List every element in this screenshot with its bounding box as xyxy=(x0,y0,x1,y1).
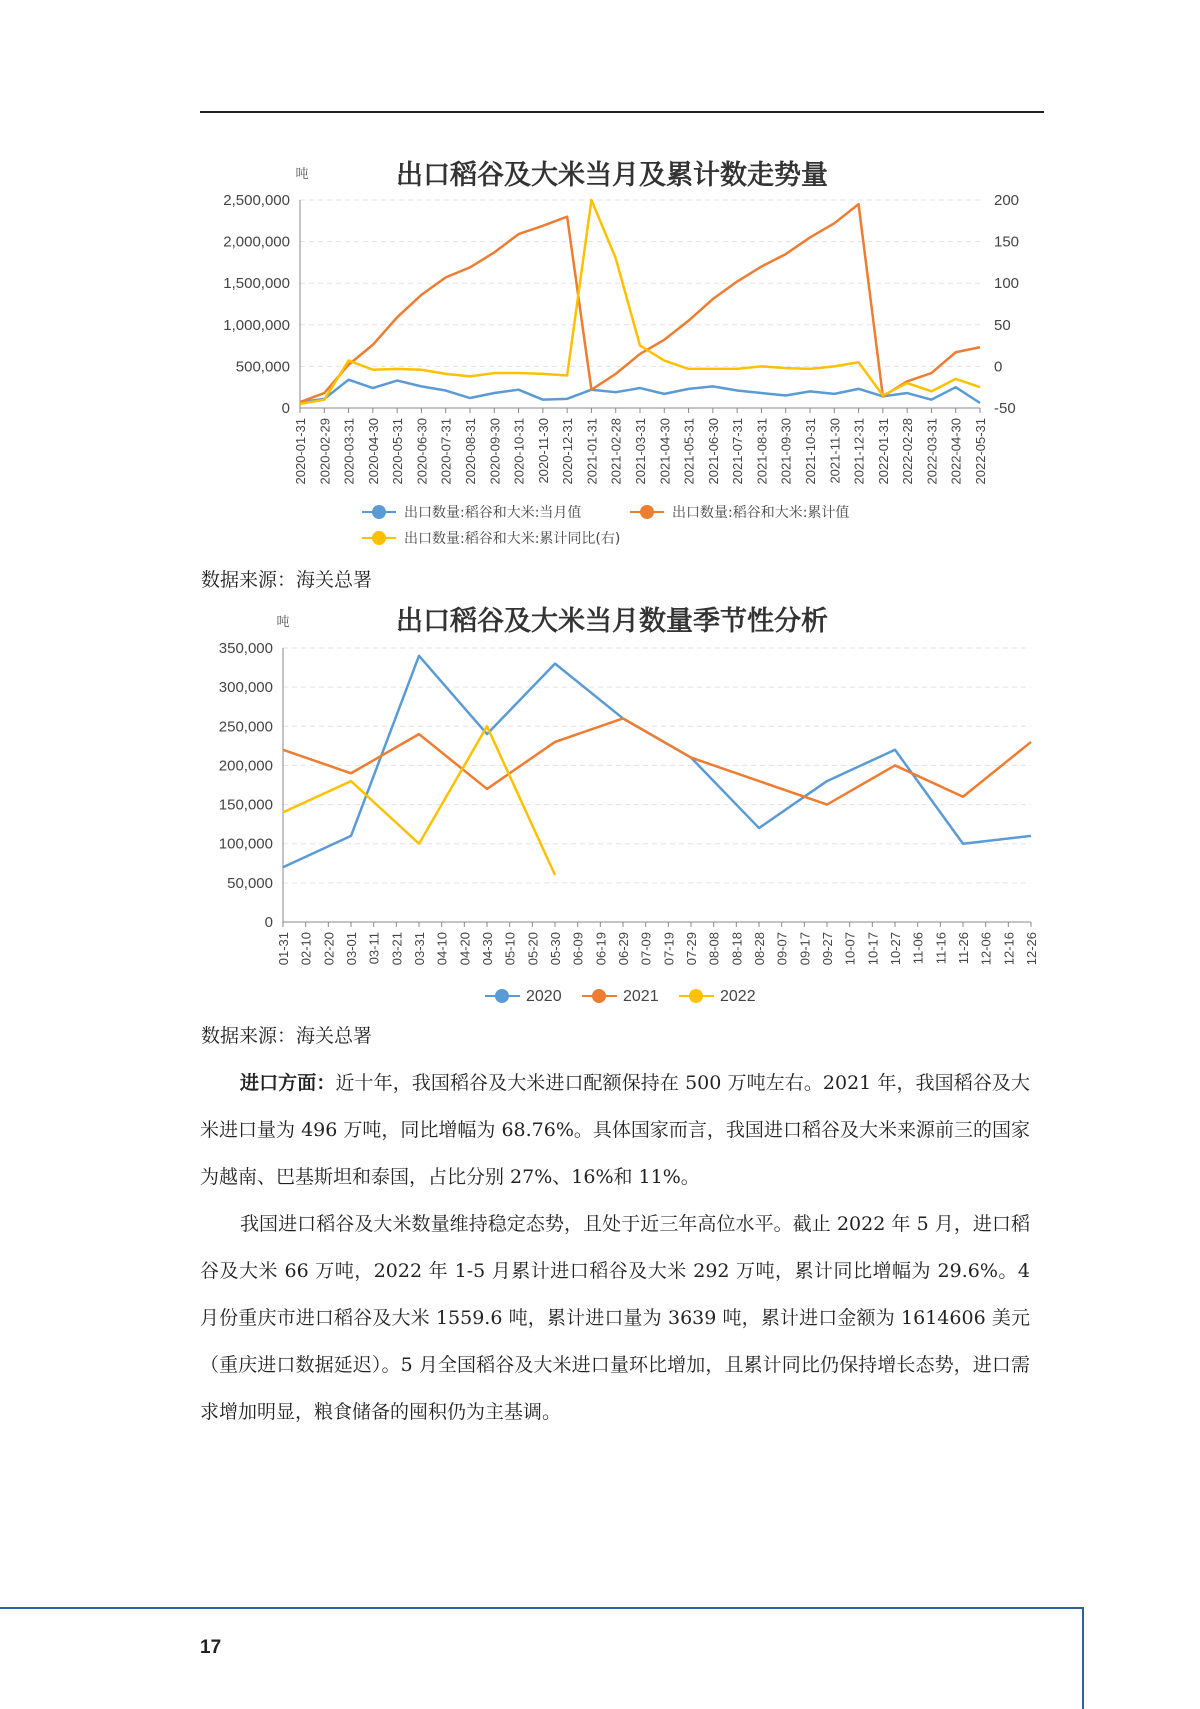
x-tick-label: 2022-02-28 xyxy=(900,418,916,485)
y-tick-label: 150,000 xyxy=(218,796,273,814)
chart2-title: 出口稻谷及大米当月数量季节性分析 xyxy=(396,606,828,637)
data-point xyxy=(589,198,593,202)
x-tick-label: 07-29 xyxy=(684,932,699,966)
data-point xyxy=(541,398,545,402)
data-point xyxy=(541,372,545,376)
y2-tick-label: -50 xyxy=(994,400,1016,417)
series-line-0 xyxy=(300,380,980,403)
paragraph-import xyxy=(200,1060,1030,1201)
y2-tick-label: 0 xyxy=(994,358,1003,376)
series-line-1 xyxy=(300,204,980,402)
x-tick-label: 12-06 xyxy=(978,932,994,966)
paragraph-import-text: 近十年，我国稻谷及大米进口配额保持在 500 万吨左右。2021 年，我国稻谷及大米进口量为 496 万吨，同比增幅为 68.76%。具体国家而言，我国进口稻谷及大米来源前三的国家为越南、巴基斯坦和泰国，占比分别 27%、16%和 11%。 xyxy=(200,1072,1030,1188)
series-line-2 xyxy=(283,726,555,875)
paragraph-heading: 进口方面： xyxy=(240,1072,336,1094)
data-point xyxy=(589,388,593,392)
data-point xyxy=(662,392,666,396)
x-tick-label: 05-30 xyxy=(548,932,563,966)
data-point xyxy=(419,368,423,372)
x-tick-label: 07-09 xyxy=(638,932,654,966)
data-point xyxy=(468,396,472,400)
data-point xyxy=(517,371,521,375)
legend-label-yoy: 出口数量:稻谷和大米:累计同比(右) xyxy=(404,531,621,547)
data-point xyxy=(621,716,625,720)
x-tick-label: 2020-01-31 xyxy=(293,418,308,485)
x-tick-label: 02-10 xyxy=(298,932,314,966)
chart1-title: 出口稻谷及大米当月及累计数走势量 xyxy=(396,160,828,191)
x-tick-label: 2020-07-31 xyxy=(438,418,454,485)
legend-label-2021: 2021 xyxy=(623,988,659,1005)
x-tick-label: 12-26 xyxy=(1024,932,1039,966)
data-point xyxy=(541,224,545,228)
x-tick-label: 03-01 xyxy=(344,932,359,966)
x-tick-label: 2020-03-31 xyxy=(341,418,357,485)
data-point xyxy=(349,834,353,838)
data-point xyxy=(517,232,521,236)
data-point xyxy=(687,387,691,391)
data-point xyxy=(565,374,569,378)
data-point xyxy=(662,338,666,342)
y-tick-label: 0 xyxy=(264,914,273,931)
data-point xyxy=(711,297,715,301)
data-point xyxy=(395,367,399,371)
x-tick-label: 02-20 xyxy=(321,932,337,966)
body-text xyxy=(200,1060,1030,1436)
data-point xyxy=(492,371,496,375)
chart-export-cumulative xyxy=(0,150,1200,560)
x-tick-label: 2022-03-31 xyxy=(924,418,940,485)
x-tick-label: 2020-08-31 xyxy=(463,418,478,485)
data-point xyxy=(281,865,285,869)
data-point xyxy=(929,389,933,393)
data-point xyxy=(468,265,472,269)
data-point xyxy=(485,787,489,791)
y-tick-label: 300,000 xyxy=(218,679,273,697)
data-point xyxy=(419,293,423,297)
series-line-1 xyxy=(283,718,1031,804)
data-point xyxy=(687,367,691,371)
x-tick-label: 11-26 xyxy=(956,932,971,965)
data-point xyxy=(662,359,666,363)
y-tick-label: 350,000 xyxy=(218,640,273,657)
legend-marker-2022 xyxy=(689,989,703,1003)
x-tick-label: 05-10 xyxy=(502,932,518,966)
top-rule xyxy=(200,111,1044,113)
data-point xyxy=(553,873,557,877)
data-point xyxy=(893,763,897,767)
x-tick-label: 06-19 xyxy=(593,932,609,966)
data-point xyxy=(759,391,763,395)
y-tick-label: 250,000 xyxy=(218,718,273,736)
data-point xyxy=(825,779,829,783)
data-point xyxy=(322,391,326,395)
x-tick-label: 03-21 xyxy=(389,932,405,966)
y2-tick-label: 50 xyxy=(994,316,1011,334)
x-tick-label: 2022-01-31 xyxy=(875,418,891,485)
series-line-2 xyxy=(300,200,980,404)
x-tick-label: 09-17 xyxy=(797,932,813,966)
y-tick-label: 1,000,000 xyxy=(223,316,290,334)
data-point xyxy=(978,385,982,389)
x-tick-label: 05-20 xyxy=(525,932,541,966)
data-point xyxy=(759,265,763,269)
data-point xyxy=(417,842,421,846)
data-point xyxy=(735,367,739,371)
data-point xyxy=(347,378,351,382)
y-tick-label: 1,500,000 xyxy=(223,275,290,293)
data-point xyxy=(905,381,909,385)
x-tick-label: 12-16 xyxy=(1001,932,1017,966)
legend-label-cumulative: 出口数量:稻谷和大米:累计值 xyxy=(672,505,850,521)
x-tick-label: 2020-02-29 xyxy=(317,418,333,485)
y-tick-label: 200,000 xyxy=(218,757,273,775)
y-tick-label: 2,000,000 xyxy=(223,233,290,251)
data-point xyxy=(485,724,489,728)
x-tick-label: 01-31 xyxy=(276,932,291,966)
x-tick-label: 2021-07-31 xyxy=(730,418,746,485)
data-point xyxy=(857,202,861,206)
data-point xyxy=(614,372,618,376)
data-point xyxy=(444,372,448,376)
data-point xyxy=(614,256,618,260)
data-point xyxy=(857,387,861,391)
data-point xyxy=(468,374,472,378)
x-tick-label: 2020-06-30 xyxy=(414,418,430,485)
data-point xyxy=(689,756,693,760)
data-point xyxy=(485,732,489,736)
legend-label-2020: 2020 xyxy=(526,988,562,1005)
legend-marker-cumulative xyxy=(640,505,654,519)
data-point xyxy=(419,384,423,388)
data-point xyxy=(808,367,812,371)
x-tick-label: 11-16 xyxy=(933,932,949,965)
x-tick-label: 10-27 xyxy=(888,932,903,966)
data-point xyxy=(298,402,302,406)
x-tick-label: 2021-10-31 xyxy=(803,418,818,485)
data-point xyxy=(371,343,375,347)
x-tick-label: 09-27 xyxy=(820,932,835,966)
x-tick-label: 2021-09-30 xyxy=(778,418,794,485)
data-point xyxy=(371,368,375,372)
x-tick-label: 06-29 xyxy=(616,932,631,966)
data-point xyxy=(784,252,788,256)
legend-label-monthly: 出口数量:稻谷和大米:当月值 xyxy=(404,505,582,521)
data-point xyxy=(417,732,421,736)
data-point xyxy=(954,377,958,381)
data-point xyxy=(961,795,965,799)
y-tick-label: 2,500,000 xyxy=(223,192,290,209)
data-point xyxy=(687,319,691,323)
y2-tick-label: 100 xyxy=(994,275,1020,293)
x-tick-label: 03-11 xyxy=(366,932,382,965)
data-point xyxy=(347,359,351,363)
data-point xyxy=(757,779,761,783)
footer-frame xyxy=(0,1607,1084,1709)
data-point xyxy=(349,771,353,775)
data-point xyxy=(857,360,861,364)
data-point xyxy=(553,740,557,744)
data-point xyxy=(759,364,763,368)
data-point xyxy=(978,401,982,405)
x-tick-label: 08-08 xyxy=(706,932,722,966)
x-tick-label: 2021-05-31 xyxy=(681,418,697,485)
data-point xyxy=(711,384,715,388)
x-tick-label: 2020-10-31 xyxy=(511,418,527,485)
x-tick-label: 2021-06-30 xyxy=(705,418,721,485)
data-point xyxy=(395,379,399,383)
x-tick-label: 2021-12-31 xyxy=(851,418,867,485)
data-point xyxy=(1029,834,1033,838)
data-point xyxy=(349,779,353,783)
x-tick-label: 10-17 xyxy=(865,932,881,966)
x-tick-label: 07-19 xyxy=(661,932,677,966)
data-point xyxy=(954,385,958,389)
x-tick-label: 2020-11-30 xyxy=(535,418,551,484)
x-tick-label: 03-31 xyxy=(412,932,427,966)
x-tick-label: 2021-01-31 xyxy=(584,418,600,485)
data-point xyxy=(929,398,933,402)
data-point xyxy=(565,215,569,219)
x-tick-label: 2020-04-30 xyxy=(365,418,381,485)
data-point xyxy=(553,662,557,666)
data-source-2: 数据来源：海关总署 xyxy=(201,1025,373,1047)
chart-export-seasonal xyxy=(0,600,1200,1010)
x-tick-label: 10-07 xyxy=(842,932,858,966)
y-tick-label: 50,000 xyxy=(227,874,273,892)
data-point xyxy=(395,315,399,319)
data-point xyxy=(784,394,788,398)
data-point xyxy=(893,748,897,752)
paragraph-trend: 我国进口稻谷及大米数量维持稳定态势，且处于近三年高位水平。截止 2022 年 5 月，进口稻谷及大米 66 万吨，2022 年 1-5 月累计进口稻谷及大米 292 万吨，累计同比增幅为 29.6%。4 月份重庆市进口稻谷及大米 1559.6 吨，累计进口量为 3639 吨，累计进口金额为 1614606 美元（重庆进口数据延迟）。5 月全国稻谷及大米进口量环比增加，且累计同比仍保持增长态势，进口需求增加明显，粮食储备的囤积仍为主基调。 xyxy=(200,1213,1030,1423)
chart1-legend xyxy=(362,504,849,547)
x-tick-label: 2022-04-30 xyxy=(948,418,964,485)
x-tick-label: 2021-03-31 xyxy=(633,418,648,485)
y-tick-label: 500,000 xyxy=(235,358,290,376)
data-point xyxy=(711,367,715,371)
data-point xyxy=(444,275,448,279)
legend-marker-yoy xyxy=(372,531,386,545)
data-point xyxy=(614,390,618,394)
x-tick-label: 04-30 xyxy=(480,932,495,966)
x-tick-label: 2021-04-30 xyxy=(657,418,673,485)
data-point xyxy=(881,394,885,398)
data-point xyxy=(638,352,642,356)
chart2-unit: 吨 xyxy=(276,615,290,630)
x-tick-label: 2021-08-31 xyxy=(754,418,770,485)
legend-marker-monthly xyxy=(372,505,386,519)
data-point xyxy=(929,371,933,375)
data-point xyxy=(322,398,326,402)
data-point xyxy=(1029,740,1033,744)
data-point xyxy=(281,748,285,752)
data-point xyxy=(784,366,788,370)
data-point xyxy=(565,397,569,401)
data-point xyxy=(832,221,836,225)
data-point xyxy=(638,344,642,348)
data-point xyxy=(638,386,642,390)
x-tick-label: 2022-05-31 xyxy=(973,418,988,485)
data-point xyxy=(444,389,448,393)
data-point xyxy=(757,826,761,830)
x-tick-label: 06-09 xyxy=(570,932,586,966)
data-point xyxy=(808,389,812,393)
x-tick-label: 08-28 xyxy=(752,932,767,966)
x-tick-label: 2021-02-28 xyxy=(608,418,624,485)
legend-marker-2020 xyxy=(495,989,509,1003)
x-tick-label: 2020-05-31 xyxy=(390,418,406,485)
data-point xyxy=(808,235,812,239)
x-tick-label: 2021-11-30 xyxy=(827,418,843,484)
data-point xyxy=(832,392,836,396)
x-tick-label: 04-20 xyxy=(457,932,473,966)
y-tick-label: 100,000 xyxy=(218,835,273,853)
data-point xyxy=(832,364,836,368)
data-point xyxy=(978,345,982,349)
data-point xyxy=(961,842,965,846)
x-tick-label: 2020-12-31 xyxy=(560,418,576,485)
data-point xyxy=(281,810,285,814)
x-tick-label: 09-07 xyxy=(774,932,790,966)
chart2-legend xyxy=(485,988,756,1005)
y2-tick-label: 200 xyxy=(994,192,1020,209)
x-tick-label: 11-06 xyxy=(910,932,926,965)
legend-label-2022: 2022 xyxy=(720,988,756,1005)
data-point xyxy=(417,654,421,658)
x-tick-label: 04-10 xyxy=(434,932,450,966)
data-point xyxy=(825,803,829,807)
data-point xyxy=(735,280,739,284)
data-point xyxy=(371,386,375,390)
data-point xyxy=(492,391,496,395)
data-point xyxy=(954,350,958,354)
page-number: 17 xyxy=(200,1637,222,1658)
y2-tick-label: 150 xyxy=(994,233,1020,251)
y-tick-label: 0 xyxy=(281,400,290,417)
x-tick-label: 2020-09-30 xyxy=(487,418,503,485)
x-tick-label: 08-18 xyxy=(729,932,745,966)
chart1-unit: 吨 xyxy=(295,167,309,182)
data-point xyxy=(905,391,909,395)
legend-marker-2021 xyxy=(592,989,606,1003)
data-point xyxy=(517,388,521,392)
data-point xyxy=(492,250,496,254)
data-point xyxy=(735,389,739,393)
data-source-1: 数据来源：海关总署 xyxy=(201,569,373,591)
